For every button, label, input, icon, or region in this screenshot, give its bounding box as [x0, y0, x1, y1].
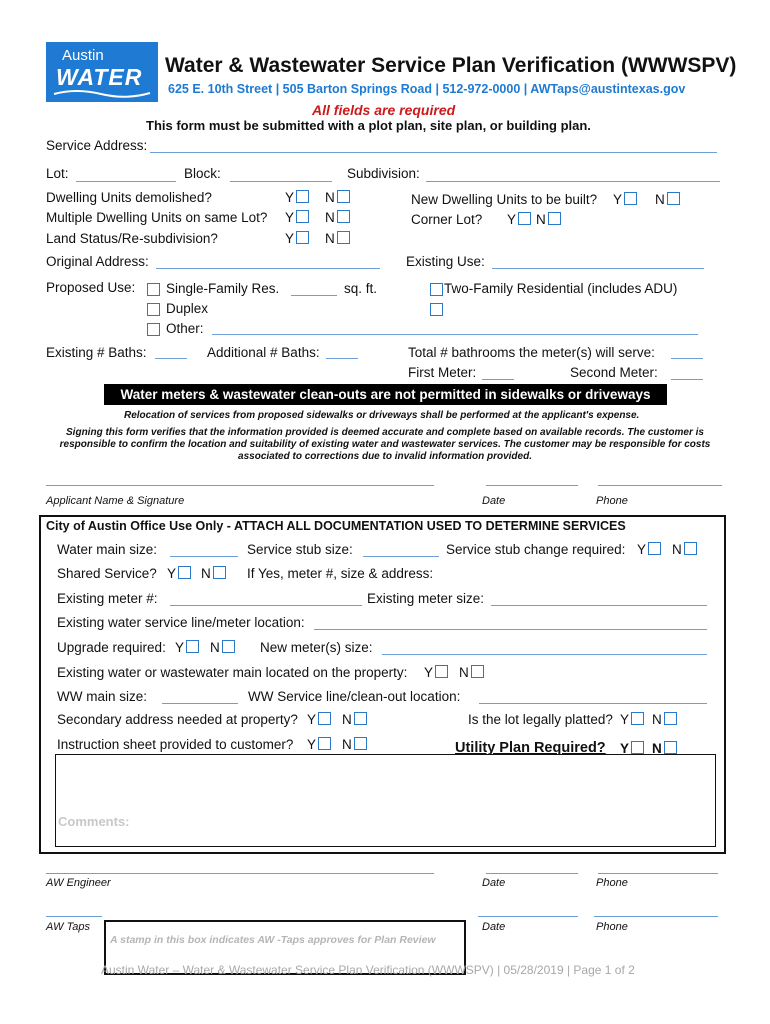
total-bathrooms-label: Total # bathrooms the meter(s) will serve: — [408, 345, 655, 360]
multiple-dwelling-no[interactable]: N — [325, 210, 350, 225]
other-checkbox[interactable] — [147, 323, 160, 336]
additional-baths-field[interactable] — [326, 358, 358, 359]
if-yes-label: If Yes, meter #, size & address: — [247, 566, 434, 581]
secondary-address-label: Secondary address needed at property? — [57, 712, 298, 727]
proposed-use-label: Proposed Use: — [46, 280, 136, 295]
no-checkbox[interactable] — [548, 212, 561, 225]
yes-checkbox[interactable] — [435, 665, 448, 678]
yes-checkbox[interactable] — [624, 192, 637, 205]
second-meter-field[interactable] — [671, 379, 703, 380]
service-address-label: Service Address: — [46, 138, 148, 153]
page-footer: Austin Water – Water & Wastewater Service Plan Verification (WWWSPV) | 05/28/2019 | Page 1 of 2 — [101, 963, 635, 977]
contact-line: 625 E. 10th Street | 505 Barton Springs Road | 512-972-0000 | AWTaps@austintexas.gov — [168, 82, 686, 96]
other-label: Other: — [166, 321, 204, 336]
existing-main-located-label: Existing water or wastewater main located on the property: — [57, 665, 408, 680]
yes-checkbox[interactable] — [518, 212, 531, 225]
aw-engineer-label: AW Engineer — [46, 877, 111, 889]
instruction-sheet-label: Instruction sheet provided to customer? — [57, 737, 294, 752]
existing-meter-num-label: Existing meter #: — [57, 591, 158, 606]
dwelling-demolished-label: Dwelling Units demolished? — [46, 190, 212, 205]
no-checkbox[interactable] — [337, 190, 350, 203]
duplex-checkbox[interactable] — [147, 303, 160, 316]
dwelling-demolished-no[interactable]: N — [325, 190, 350, 205]
land-status-yes[interactable]: Y — [285, 231, 309, 246]
block-field[interactable] — [230, 181, 332, 182]
subdivision-label: Subdivision: — [347, 166, 420, 181]
other-field[interactable] — [212, 334, 698, 335]
sidewalk-warning-banner — [104, 384, 667, 405]
yes-checkbox[interactable] — [178, 566, 191, 579]
upgrade-required-label: Upgrade required: — [57, 640, 166, 655]
original-address-field[interactable] — [156, 268, 380, 269]
no-checkbox[interactable] — [664, 712, 677, 725]
austin-water-logo — [46, 42, 158, 102]
secondary-address-yes[interactable]: Y — [307, 712, 331, 727]
shared-service-no[interactable]: N — [201, 566, 226, 581]
existing-baths-field[interactable] — [155, 358, 187, 359]
duplex-label: Duplex — [166, 301, 209, 316]
no-checkbox[interactable] — [471, 665, 484, 678]
applicant-date-label: Date — [482, 495, 506, 507]
existing-main-located-no[interactable]: N — [459, 665, 484, 680]
stub-change-yes[interactable]: Y — [637, 542, 661, 557]
block-label: Block: — [184, 166, 221, 181]
yes-checkbox[interactable] — [296, 190, 309, 203]
corner-lot-no[interactable]: N — [536, 212, 561, 227]
yes-checkbox[interactable] — [648, 542, 661, 555]
existing-use-field[interactable] — [492, 268, 704, 269]
existing-line-location-label: Existing water service line/meter location: — [57, 615, 305, 630]
yes-checkbox[interactable] — [296, 231, 309, 244]
utility-plan-no[interactable]: N — [652, 741, 677, 756]
applicant-phone-label: Phone — [596, 495, 628, 507]
multiple-dwelling-label: Multiple Dwelling Units on same Lot? — [46, 210, 268, 225]
shared-service-yes[interactable]: Y — [167, 566, 191, 581]
applicant-phone-field[interactable] — [598, 485, 722, 486]
new-dwelling-no[interactable]: N — [655, 192, 680, 207]
no-checkbox[interactable] — [354, 712, 367, 725]
second-meter-label: Second Meter: — [570, 365, 658, 380]
ww-service-line-field[interactable] — [479, 703, 707, 704]
aw-taps-date-label: Date — [482, 921, 506, 933]
yes-checkbox[interactable] — [631, 712, 644, 725]
yes-checkbox[interactable] — [631, 741, 644, 754]
signing-notice — [40, 427, 730, 463]
no-checkbox[interactable] — [667, 192, 680, 205]
service-stub-size-label: Service stub size: — [247, 542, 353, 557]
existing-meter-num-field[interactable] — [170, 605, 362, 606]
logo-wave-icon — [46, 88, 158, 102]
total-bathrooms-field[interactable] — [671, 358, 703, 359]
aw-taps-phone-label: Phone — [596, 921, 628, 933]
service-stub-size-field[interactable] — [363, 556, 439, 557]
stub-change-label: Service stub change required: — [446, 542, 626, 557]
comments-label: Comments: — [58, 814, 130, 829]
upgrade-required-yes[interactable]: Y — [175, 640, 199, 655]
yes-checkbox[interactable] — [296, 210, 309, 223]
lot-field[interactable] — [76, 181, 176, 182]
legally-platted-yes[interactable]: Y — [620, 712, 644, 727]
new-meter-size-label: New meter(s) size: — [260, 640, 373, 655]
aw-taps-phone-field[interactable] — [594, 916, 718, 917]
yes-checkbox[interactable] — [186, 640, 199, 653]
existing-main-located-yes[interactable]: Y — [424, 665, 448, 680]
multiple-dwelling-yes[interactable]: Y — [285, 210, 309, 225]
corner-lot-yes[interactable]: Y — [507, 212, 531, 227]
comments-box[interactable] — [55, 754, 716, 847]
ww-main-size-field[interactable] — [162, 703, 238, 704]
all-fields-required: All fields are required — [312, 102, 456, 118]
applicant-label: Applicant Name & Signature — [46, 495, 185, 507]
two-family-checkbox[interactable] — [430, 283, 443, 296]
new-meter-size-field[interactable] — [382, 654, 707, 655]
office-use-heading: City of Austin Office Use Only - ATTACH ALL DOCUMENTATION USED TO DETERMINE SERVICES — [46, 519, 626, 533]
existing-meter-size-label: Existing meter size: — [367, 591, 485, 606]
yes-checkbox[interactable] — [318, 737, 331, 750]
additional-baths-label: Additional # Baths: — [207, 345, 320, 360]
single-family-checkbox[interactable] — [147, 283, 160, 296]
signing-notice-line-2: responsible to confirm the location and suitability of existing water and wastewater services. The customer may be responsible for costs — [59, 439, 711, 450]
existing-baths-label: Existing # Baths: — [46, 345, 147, 360]
page-title: Water & Wastewater Service Plan Verification (WWWSPV) — [165, 54, 737, 77]
aw-engineer-date-field[interactable] — [486, 873, 578, 874]
water-main-size-label: Water main size: — [57, 542, 158, 557]
yes-checkbox[interactable] — [318, 712, 331, 725]
aw-engineer-phone-label: Phone — [596, 877, 628, 889]
aw-engineer-date-label: Date — [482, 877, 506, 889]
logo-austin-text: Austin — [62, 47, 104, 64]
logo-water-text: WATER — [56, 64, 143, 90]
signing-notice-line-3: associated to corrections due to invalid information provided. — [238, 451, 532, 462]
sq-ft-field[interactable] — [291, 295, 337, 296]
signing-notice-line-1: Signing this form verifies that the information provided is deemed accurate and complete based on available records. The customer is — [66, 427, 704, 438]
first-meter-label: First Meter: — [408, 365, 477, 380]
dwelling-demolished-yes[interactable]: Y — [285, 190, 309, 205]
land-status-label: Land Status/Re-subdivision? — [46, 231, 218, 246]
submission-requirement: This form must be submitted with a plot plan, site plan, or building plan. — [146, 118, 591, 133]
two-family-label: Two-Family Residential (includes ADU) — [444, 281, 678, 296]
lot-label: Lot: — [46, 166, 69, 181]
sq-ft-label: sq. ft. — [344, 281, 378, 296]
no-checkbox[interactable] — [684, 542, 697, 555]
stub-change-no[interactable]: N — [672, 542, 697, 557]
relocation-notice: Relocation of services from proposed sidewalks or driveways shall be performed at the applicant's expense. — [124, 410, 640, 421]
aw-taps-field[interactable] — [46, 916, 102, 917]
existing-meter-size-field[interactable] — [491, 605, 707, 606]
existing-line-location-field[interactable] — [314, 629, 707, 630]
no-checkbox[interactable] — [337, 210, 350, 223]
land-status-no[interactable]: N — [325, 231, 350, 246]
extra-checkbox[interactable] — [430, 303, 443, 316]
first-meter-field[interactable] — [482, 379, 514, 380]
corner-lot-label: Corner Lot? — [411, 212, 483, 227]
shared-service-label: Shared Service? — [57, 566, 157, 581]
applicant-date-field[interactable] — [486, 485, 578, 486]
water-main-size-field[interactable] — [170, 556, 238, 557]
existing-use-label: Existing Use: — [406, 254, 485, 269]
no-checkbox[interactable] — [222, 640, 235, 653]
aw-taps-date-field[interactable] — [478, 916, 578, 917]
legally-platted-label: Is the lot legally platted? — [468, 712, 613, 727]
utility-plan-label: Utility Plan Required? — [455, 740, 606, 756]
no-checkbox[interactable] — [664, 741, 677, 754]
single-family-label: Single-Family Res. — [166, 281, 280, 296]
instruction-sheet-yes[interactable]: Y — [307, 737, 331, 752]
sidewalk-warning-text: Water meters & wastewater clean-outs are not permitted in sidewalks or driveways — [120, 387, 651, 402]
aw-engineer-field[interactable] — [46, 873, 434, 874]
new-dwelling-yes[interactable]: Y — [613, 192, 637, 207]
no-checkbox[interactable] — [337, 231, 350, 244]
ww-service-line-label: WW Service line/clean-out location: — [248, 689, 461, 704]
instruction-sheet-no[interactable]: N — [342, 737, 367, 752]
no-checkbox[interactable] — [354, 737, 367, 750]
legally-platted-no[interactable]: N — [652, 712, 677, 727]
upgrade-required-no[interactable]: N — [210, 640, 235, 655]
original-address-label: Original Address: — [46, 254, 149, 269]
utility-plan-yes[interactable]: Y — [620, 741, 644, 756]
service-address-field[interactable] — [150, 152, 717, 153]
stamp-note: A stamp in this box indicates AW -Taps approves for Plan Review — [110, 934, 436, 946]
secondary-address-no[interactable]: N — [342, 712, 367, 727]
applicant-signature-field[interactable] — [46, 485, 434, 486]
aw-taps-label: AW Taps — [46, 921, 91, 933]
aw-engineer-phone-field[interactable] — [598, 873, 718, 874]
new-dwelling-label: New Dwelling Units to be built? — [411, 192, 598, 207]
subdivision-field[interactable] — [426, 181, 720, 182]
ww-main-size-label: WW main size: — [57, 689, 148, 704]
no-checkbox[interactable] — [213, 566, 226, 579]
